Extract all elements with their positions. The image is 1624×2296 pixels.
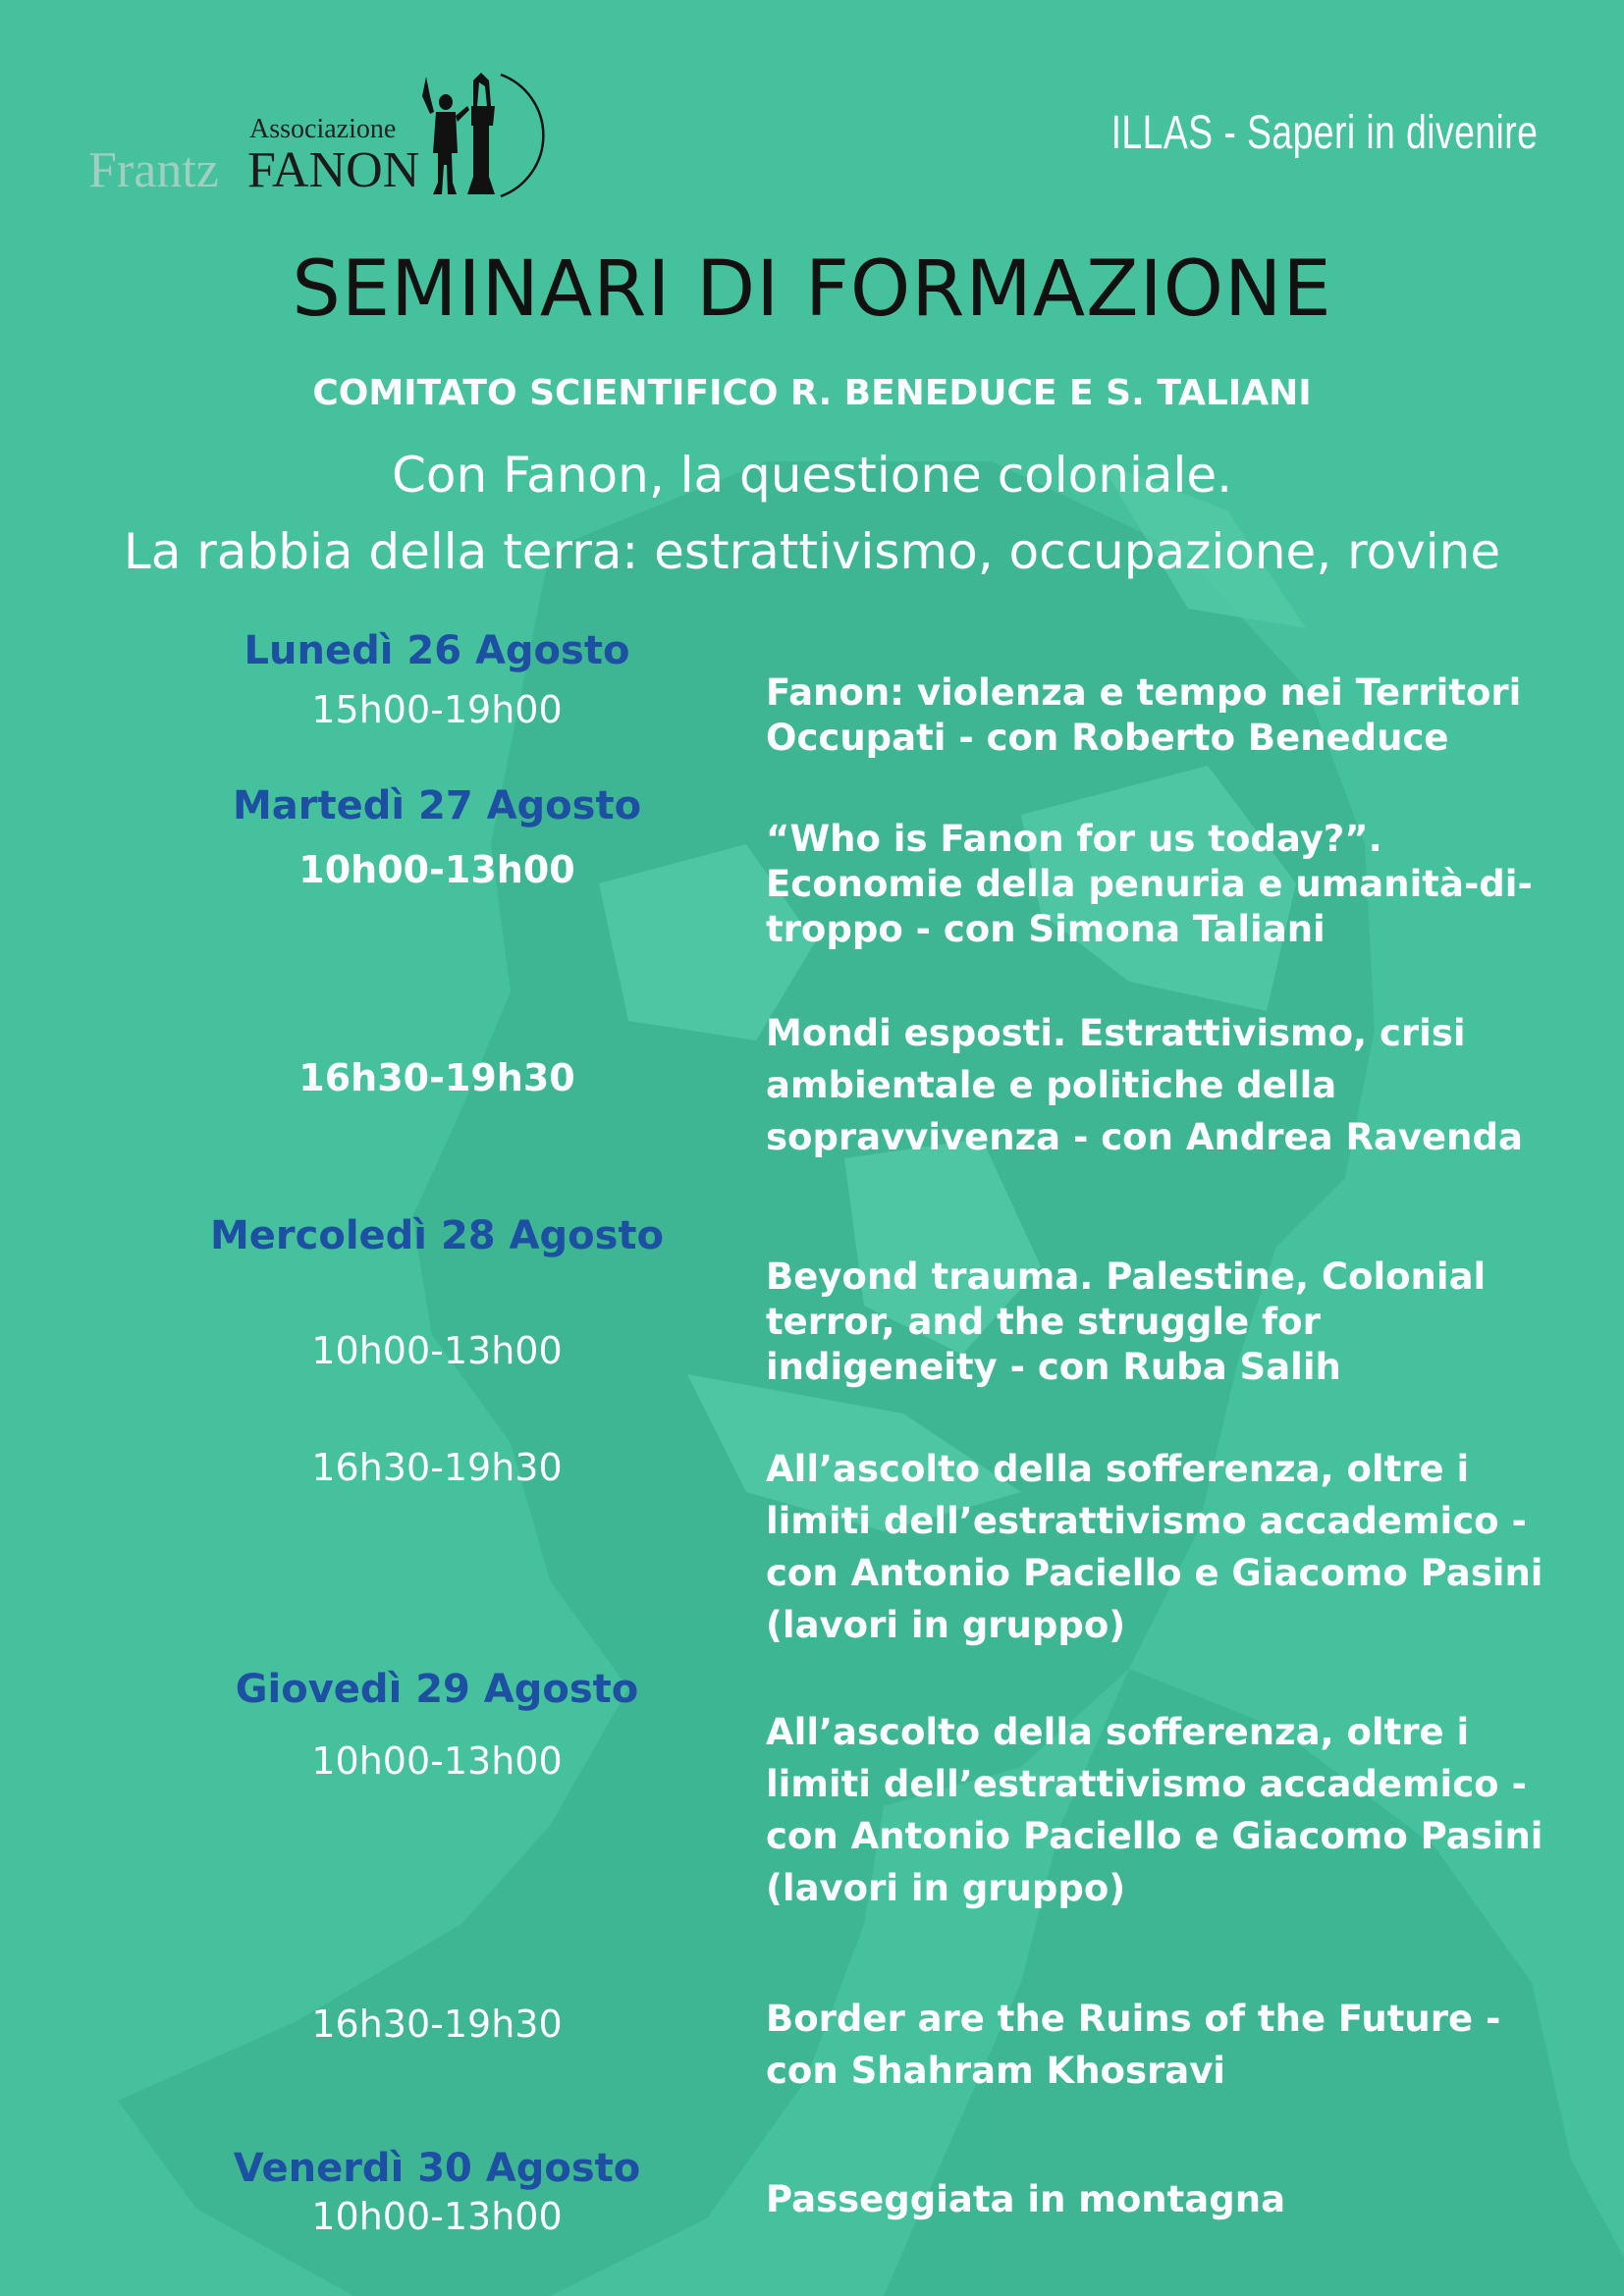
session-talk: Fanon: violenza e tempo nei Territori Occupati - con Roberto Beneduce (766, 671, 1522, 759)
illas-tagline: ILLAS - Saperi in divenire (1110, 107, 1538, 159)
heading-line-2: La rabbia della terra: estrattivismo, occupazione, rovine (123, 523, 1501, 580)
session-time: 16h30-19h30 (311, 2002, 563, 2046)
associazione-frantz-fanon-logo (88, 67, 560, 204)
day-heading-lunedi: Lunedì 26 Agosto (244, 628, 630, 673)
page-title: SEMINARI DI FORMAZIONE (292, 245, 1332, 334)
logo-fanon-text: FANON (247, 142, 420, 198)
session-time: 15h00-19h00 (311, 688, 563, 731)
logo-associazione-text: Associazione (249, 114, 397, 144)
tribal-figure-icon (420, 67, 558, 204)
day-heading-venerdi: Venerdì 30 Agosto (233, 2146, 641, 2191)
session-talk: Beyond trauma. Palestine, Colonial terror, and the struggle for indigeneity - con Ruba Salih (766, 1255, 1487, 1388)
session-talk: Border are the Ruins of the Future - con Shahram Khosravi (766, 1998, 1501, 2092)
session-talk: All’ascolto della sofferenza, oltre i limiti dell’estrattivismo accademico - con Antonio Paciello e Giacomo Pasini (lavori in gruppo) (766, 1711, 1543, 1909)
session-time: 10h00-13h00 (311, 2195, 563, 2238)
session-time: 10h00-13h00 (311, 1739, 563, 1783)
session-talk: “Who is Fanon for us today?”. Economie della penuria e umanità-di-troppo - con Simona Taliani (766, 818, 1533, 950)
session-time: 10h00-13h00 (298, 848, 575, 891)
session-talk: All’ascolto della sofferenza, oltre i limiti dell’estrattivismo accademico - con Antonio Paciello e Giacomo Pasini (lavori in gruppo) (766, 1448, 1543, 1646)
heading-line-1: Con Fanon, la questione coloniale. (391, 447, 1233, 504)
scientific-committee-subtitle: COMITATO SCIENTIFICO R. BENEDUCE E S. TALIANI (312, 373, 1312, 413)
session-time: 10h00-13h00 (311, 1329, 563, 1372)
day-heading-mercoledi: Mercoledì 28 Agosto (209, 1213, 665, 1258)
session-talk: Mondi esposti. Estrattivismo, crisi ambientale e politiche della sopravvivenza - con Andrea Ravenda (766, 1012, 1523, 1158)
day-heading-martedi: Martedì 27 Agosto (232, 783, 642, 828)
session-time: 16h30-19h30 (311, 1446, 563, 1489)
day-heading-giovedi: Giovedì 29 Agosto (235, 1667, 639, 1712)
session-talk: Passeggiata in montagna (766, 2178, 1286, 2220)
logo-frantz-text: Frantz (88, 142, 219, 198)
session-time: 16h30-19h30 (298, 1056, 575, 1099)
